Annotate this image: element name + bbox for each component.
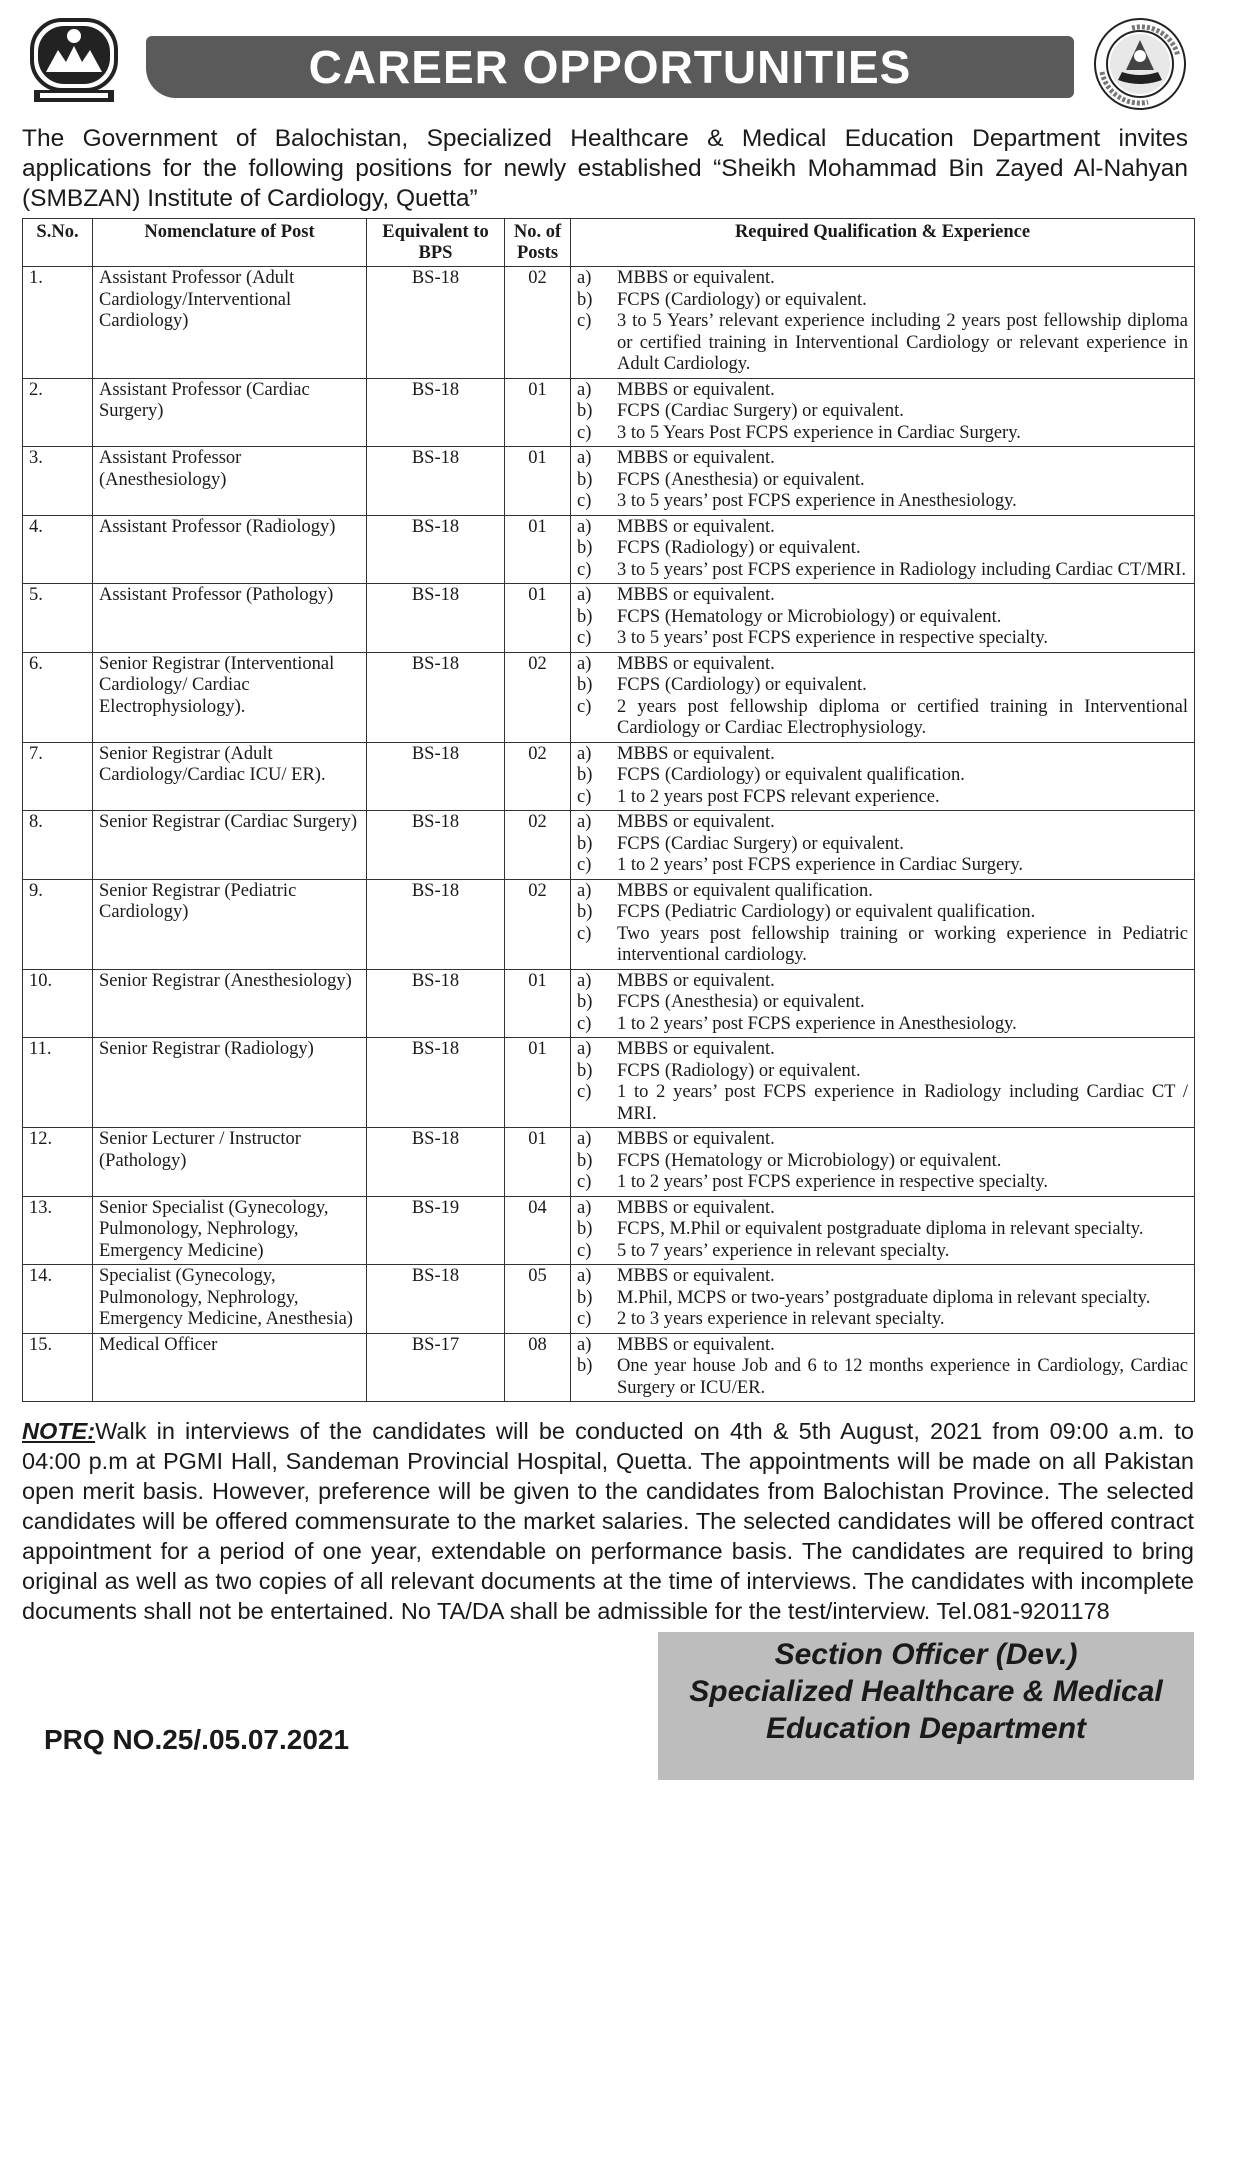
qualification-text: MBBS or equivalent.	[617, 743, 775, 764]
qualification-item	[577, 744, 1188, 766]
serial-number-cell: 11.	[23, 1038, 93, 1128]
qualification-list	[577, 654, 1188, 740]
qualification-cell	[571, 1333, 1195, 1402]
qualification-letter: c)	[577, 311, 592, 331]
qualification-item	[577, 607, 1188, 629]
qualification-item	[577, 538, 1188, 560]
post-name-cell: Assistant Professor (Anesthesiology)	[93, 447, 367, 516]
table-row	[23, 652, 1195, 742]
bps-cell: BS-18	[367, 879, 505, 969]
qualification-item	[577, 812, 1188, 834]
signature-line-2: Specialized Healthcare & Medical	[689, 1675, 1163, 1708]
qualification-text: FCPS (Cardiac Surgery) or equivalent.	[617, 833, 904, 854]
qualification-letter: b)	[577, 833, 593, 854]
footer	[22, 1632, 1194, 1782]
note-label: NOTE:	[22, 1418, 96, 1444]
qualification-list	[577, 1266, 1188, 1331]
qualification-item	[577, 290, 1188, 312]
qualification-list	[577, 517, 1188, 582]
qualification-cell	[571, 584, 1195, 653]
qualification-item	[577, 470, 1188, 492]
qualification-item	[577, 1356, 1188, 1399]
post-name-cell: Senior Lecturer / Instructor (Pathology)	[93, 1128, 367, 1197]
qualification-item	[577, 881, 1188, 903]
qualification-item	[577, 1151, 1188, 1173]
qualification-text: MBBS or equivalent.	[617, 1129, 775, 1149]
posts-count-cell: 05	[505, 1265, 571, 1334]
qualification-letter: a)	[577, 268, 592, 288]
posts-count-cell: 01	[505, 515, 571, 584]
qualification-text: 3 to 5 Years Post FCPS experience in Cardiac Surgery.	[617, 422, 1021, 443]
table-header-row	[23, 219, 1195, 267]
qualification-item	[577, 924, 1188, 967]
bps-cell: BS-18	[367, 447, 505, 516]
post-name-cell: Senior Registrar (Anesthesiology)	[93, 969, 367, 1038]
qualification-list	[577, 812, 1188, 877]
qualification-letter: b)	[577, 289, 593, 310]
serial-number-cell: 15.	[23, 1333, 93, 1402]
post-name-cell: Senior Registrar (Interventional Cardiology/ Cardiac Electrophysiology).	[93, 652, 367, 742]
qualification-text: MBBS or equivalent.	[617, 516, 775, 537]
qualification-item	[577, 517, 1188, 539]
qualification-letter: c)	[577, 923, 592, 944]
post-name-cell: Assistant Professor (Cardiac Surgery)	[93, 378, 367, 447]
qualification-text: FCPS (Cardiology) or equivalent.	[617, 675, 867, 695]
posts-count-cell: 02	[505, 879, 571, 969]
serial-number-cell: 5.	[23, 584, 93, 653]
qualification-text: One year house Job and 6 to 12 months experience in Cardiology, Cardiac Surgery or ICU/ER.	[617, 1356, 1188, 1398]
qualification-letter: c)	[577, 1240, 592, 1261]
qualification-item	[577, 1198, 1188, 1220]
qualification-letter: b)	[577, 1356, 593, 1376]
qualification-letter: c)	[577, 696, 592, 717]
table-row	[23, 584, 1195, 653]
qualification-letter: a)	[577, 516, 592, 537]
serial-number-cell: 13.	[23, 1196, 93, 1265]
qualification-item	[577, 992, 1188, 1014]
qualification-item	[577, 585, 1188, 607]
qualification-text: MBBS or equivalent.	[617, 1039, 775, 1059]
table-row	[23, 969, 1195, 1038]
bps-cell: BS-18	[367, 515, 505, 584]
qualification-letter: a)	[577, 880, 592, 901]
qualification-cell	[571, 879, 1195, 969]
posts-count-cell: 01	[505, 1128, 571, 1197]
qualification-item	[577, 1172, 1188, 1194]
posts-count-cell: 02	[505, 811, 571, 880]
qualification-item	[577, 1288, 1188, 1310]
qualification-item	[577, 311, 1188, 376]
qualification-text: FCPS (Anesthesia) or equivalent.	[617, 992, 865, 1012]
post-name-cell: Senior Registrar (Pediatric Cardiology)	[93, 879, 367, 969]
qualification-list	[577, 744, 1188, 809]
qualification-letter: b)	[577, 1150, 593, 1171]
qualification-cell	[571, 1265, 1195, 1334]
qualification-text: FCPS (Hematology or Microbiology) or equivalent.	[617, 606, 1002, 627]
serial-number-cell: 3.	[23, 447, 93, 516]
balochistan-emblem-logo	[28, 16, 120, 106]
qualification-cell	[571, 267, 1195, 379]
bps-cell: BS-19	[367, 1196, 505, 1265]
qualification-item	[577, 1241, 1188, 1263]
qualification-cell	[571, 742, 1195, 811]
qualification-text: 5 to 7 years’ experience in relevant specialty.	[617, 1240, 950, 1261]
posts-count-cell: 01	[505, 584, 571, 653]
qualification-item	[577, 1309, 1188, 1331]
table-body	[23, 267, 1195, 1402]
qualification-cell	[571, 652, 1195, 742]
serial-number-cell: 7.	[23, 742, 93, 811]
qualification-cell	[571, 515, 1195, 584]
qualification-item	[577, 401, 1188, 423]
table-row	[23, 378, 1195, 447]
qualification-item	[577, 1129, 1188, 1151]
qualification-list	[577, 881, 1188, 967]
qualification-item	[577, 787, 1188, 809]
qualification-list	[577, 1198, 1188, 1263]
qualification-letter: a)	[577, 1129, 592, 1149]
title-banner	[146, 36, 1074, 98]
bps-cell: BS-17	[367, 1333, 505, 1402]
qualification-item	[577, 834, 1188, 856]
qualification-list	[577, 971, 1188, 1036]
qualification-letter: a)	[577, 1197, 592, 1218]
qualification-item	[577, 628, 1188, 650]
qualification-letter: b)	[577, 675, 593, 695]
qualification-list	[577, 1039, 1188, 1125]
qualification-item	[577, 491, 1188, 513]
qualification-text: MBBS or equivalent.	[617, 970, 775, 991]
positions-table	[22, 218, 1195, 1402]
qualification-text: FCPS (Cardiac Surgery) or equivalent.	[617, 401, 904, 421]
qualification-item	[577, 1082, 1188, 1125]
qualification-text: M.Phil, MCPS or two-years’ postgraduate diploma in relevant specialty.	[617, 1287, 1151, 1308]
qualification-text: 1 to 2 years’ post FCPS experience in Anesthesiology.	[617, 1013, 1017, 1034]
bps-cell: BS-18	[367, 652, 505, 742]
serial-number-cell: 12.	[23, 1128, 93, 1197]
qualification-text: FCPS (Cardiology) or equivalent qualification.	[617, 765, 965, 785]
posts-count-cell: 02	[505, 267, 571, 379]
signature-line-1: Section Officer (Dev.)	[774, 1638, 1078, 1671]
advertisement-page	[22, 6, 1194, 1782]
signature-block	[658, 1632, 1194, 1780]
qualification-text: FCPS (Hematology or Microbiology) or equivalent.	[617, 1150, 1002, 1171]
qualification-text: 3 to 5 years’ post FCPS experience in respective specialty.	[617, 628, 1049, 648]
note-paragraph	[22, 1416, 1194, 1626]
qualification-item	[577, 1219, 1188, 1241]
qualification-list	[577, 268, 1188, 376]
qualification-text: MBBS or equivalent.	[617, 448, 775, 468]
qualification-letter: b)	[577, 606, 593, 627]
header-sno: S.No.	[23, 219, 93, 267]
header-bps: Equivalent to BPS	[367, 219, 505, 267]
qualification-letter: a)	[577, 812, 592, 832]
qualification-text: Two years post fellowship training or working experience in Pediatric interventional cardiology.	[617, 923, 1188, 965]
qualification-letter: a)	[577, 970, 592, 991]
qualification-letter: c)	[577, 1309, 592, 1329]
post-name-cell: Medical Officer	[93, 1333, 367, 1402]
qualification-letter: a)	[577, 1334, 592, 1355]
qualification-letter: b)	[577, 1060, 593, 1081]
qualification-text: 3 to 5 Years’ relevant experience including 2 years post fellowship diploma or certified training in Interventional Cardiology or relevant experience in Adult Cardiology.	[617, 311, 1188, 374]
bps-cell: BS-18	[367, 584, 505, 653]
qualification-letter: c)	[577, 855, 592, 875]
bps-cell: BS-18	[367, 1265, 505, 1334]
serial-number-cell: 14.	[23, 1265, 93, 1334]
qualification-list	[577, 380, 1188, 445]
note-text: Walk in interviews of the candidates will be conducted on 4th & 5th August, 2021 from 09:00 a.m. to 04:00 p.m at PGMI Hall, Sandeman Provincial Hospital, Quetta. The appointments will be made on all Pakistan open merit basis. However, preference will be given to the candidates from Balochistan Province. The selected candidates will be offered commensurate to the market salaries. The selected candidates will be offered contract appointment for a period of one year, extendable on performance basis. The candidates are required to bring original as well as two copies of all relevant documents at the time of interviews. The candidates with incomplete documents shall not be entertained. No TA/DA shall be admissible for the test/interview. Tel.081-9201178	[22, 1418, 1194, 1624]
prq-number: PRQ NO.25/.05.07.2021	[44, 1724, 350, 1755]
qualification-text: 1 to 2 years’ post FCPS experience in Radiology including Cardiac CT / MRI.	[617, 1082, 1188, 1124]
post-name-cell: Specialist (Gynecology, Pulmonology, Nephrology, Emergency Medicine, Anesthesia)	[93, 1265, 367, 1334]
qualification-letter: c)	[577, 422, 592, 443]
qualification-letter: c)	[577, 1172, 592, 1192]
serial-number-cell: 2.	[23, 378, 93, 447]
qualification-item	[577, 765, 1188, 787]
table-row	[23, 811, 1195, 880]
table-row	[23, 515, 1195, 584]
qualification-item	[577, 1039, 1188, 1061]
qualification-item	[577, 423, 1188, 445]
post-name-cell: Assistant Professor (Adult Cardiology/Interventional Cardiology)	[93, 267, 367, 379]
header	[22, 6, 1194, 118]
qualification-item	[577, 675, 1188, 697]
qualification-letter: b)	[577, 902, 593, 922]
qualification-item	[577, 697, 1188, 740]
qualification-text: MBBS or equivalent.	[617, 1334, 775, 1355]
qualification-letter: c)	[577, 786, 592, 807]
serial-number-cell: 4.	[23, 515, 93, 584]
qualification-cell	[571, 447, 1195, 516]
qualification-item	[577, 1014, 1188, 1036]
qualification-text: FCPS (Radiology) or equivalent.	[617, 1060, 861, 1081]
post-name-cell: Assistant Professor (Pathology)	[93, 584, 367, 653]
qualification-text: FCPS (Cardiology) or equivalent.	[617, 289, 867, 310]
post-name-cell: Senior Registrar (Cardiac Surgery)	[93, 811, 367, 880]
qualification-text: MBBS or equivalent qualification.	[617, 880, 873, 901]
table-row	[23, 447, 1195, 516]
qualification-letter: b)	[577, 538, 593, 558]
qualification-letter: a)	[577, 448, 592, 468]
qualification-list	[577, 585, 1188, 650]
qualification-letter: a)	[577, 1266, 592, 1286]
intro-paragraph: The Government of Balochistan, Specialized Healthcare & Medical Education Department invites applications for the following positions for newly established “Sheikh Mohammad Bin Zayed Al-Nahyan (SMBZAN) Institute of Cardiology, Quetta”	[22, 125, 1188, 212]
qualification-text: MBBS or equivalent.	[617, 379, 775, 400]
signature-line-3: Education Department	[765, 1712, 1087, 1745]
qualification-letter: b)	[577, 1219, 593, 1239]
qualification-letter: c)	[577, 491, 592, 511]
serial-number-cell: 1.	[23, 267, 93, 379]
qualification-text: MBBS or equivalent.	[617, 812, 775, 832]
qualification-item	[577, 1061, 1188, 1083]
qualification-item	[577, 448, 1188, 470]
qualification-item	[577, 560, 1188, 582]
qualification-text: FCPS (Anesthesia) or equivalent.	[617, 469, 865, 490]
post-name-cell: Senior Specialist (Gynecology, Pulmonology, Nephrology, Emergency Medicine)	[93, 1196, 367, 1265]
posts-count-cell: 01	[505, 969, 571, 1038]
serial-number-cell: 6.	[23, 652, 93, 742]
qualification-item	[577, 855, 1188, 877]
serial-number-cell: 8.	[23, 811, 93, 880]
posts-count-cell: 02	[505, 652, 571, 742]
table-row	[23, 267, 1195, 379]
qualification-letter: c)	[577, 628, 592, 648]
bps-cell: BS-18	[367, 1038, 505, 1128]
bps-cell: BS-18	[367, 811, 505, 880]
qualification-text: 3 to 5 years’ post FCPS experience in Radiology including Cardiac CT/MRI.	[617, 559, 1186, 580]
qualification-item	[577, 902, 1188, 924]
qualification-text: 1 to 2 years’ post FCPS experience in respective specialty.	[617, 1172, 1049, 1192]
posts-count-cell: 08	[505, 1333, 571, 1402]
qualification-letter: c)	[577, 1013, 592, 1034]
qualification-text: MBBS or equivalent.	[617, 585, 775, 605]
table-row	[23, 1265, 1195, 1334]
qualification-text: FCPS, M.Phil or equivalent postgraduate diploma in relevant specialty.	[617, 1219, 1144, 1239]
table-row	[23, 1196, 1195, 1265]
post-name-cell: Assistant Professor (Radiology)	[93, 515, 367, 584]
qualification-text: MBBS or equivalent.	[617, 1266, 775, 1286]
qualification-list	[577, 1129, 1188, 1194]
qualification-letter: a)	[577, 1039, 592, 1059]
post-name-cell: Senior Registrar (Adult Cardiology/Cardiac ICU/ ER).	[93, 742, 367, 811]
posts-count-cell: 04	[505, 1196, 571, 1265]
qualification-text: 3 to 5 years’ post FCPS experience in Anesthesiology.	[617, 491, 1017, 511]
qualification-item	[577, 1266, 1188, 1288]
qualification-text: FCPS (Radiology) or equivalent.	[617, 538, 861, 558]
bps-cell: BS-18	[367, 969, 505, 1038]
qualification-letter: b)	[577, 992, 593, 1012]
qualification-text: MBBS or equivalent.	[617, 653, 775, 674]
serial-number-cell: 9.	[23, 879, 93, 969]
qualification-item	[577, 971, 1188, 993]
table-row	[23, 1038, 1195, 1128]
qualification-letter: a)	[577, 743, 592, 764]
qualification-cell	[571, 811, 1195, 880]
qualification-letter: b)	[577, 469, 593, 490]
table-row	[23, 742, 1195, 811]
qualification-letter: a)	[577, 585, 592, 605]
qualification-text: MBBS or equivalent.	[617, 1197, 775, 1218]
table-row	[23, 879, 1195, 969]
qualification-cell	[571, 1038, 1195, 1128]
qualification-item	[577, 654, 1188, 676]
bps-cell: BS-18	[367, 378, 505, 447]
bps-cell: BS-18	[367, 267, 505, 379]
post-name-cell: Senior Registrar (Radiology)	[93, 1038, 367, 1128]
qualification-text: 2 to 3 years experience in relevant specialty.	[617, 1309, 945, 1329]
header-posts: No. of Posts	[505, 219, 571, 267]
qualification-letter: b)	[577, 765, 593, 785]
page-title: CAREER OPPORTUNITIES	[308, 41, 912, 93]
qualification-letter: a)	[577, 379, 592, 400]
qualification-item	[577, 380, 1188, 402]
qualification-text: MBBS or equivalent.	[617, 268, 775, 288]
qualification-list	[577, 1335, 1188, 1400]
posts-count-cell: 01	[505, 1038, 571, 1128]
qualification-cell	[571, 378, 1195, 447]
header-qualification: Required Qualification & Experience	[571, 219, 1195, 267]
qualification-cell	[571, 1128, 1195, 1197]
qualification-text: FCPS (Pediatric Cardiology) or equivalent qualification.	[617, 902, 1036, 922]
serial-number-cell: 10.	[23, 969, 93, 1038]
qualification-text: 1 to 2 years post FCPS relevant experience.	[617, 786, 940, 807]
bps-cell: BS-18	[367, 1128, 505, 1197]
qualification-letter: c)	[577, 559, 592, 580]
qualification-item	[577, 268, 1188, 290]
qualification-text: 1 to 2 years’ post FCPS experience in Cardiac Surgery.	[617, 855, 1024, 875]
posts-count-cell: 02	[505, 742, 571, 811]
qualification-cell	[571, 969, 1195, 1038]
qualification-letter: c)	[577, 1082, 592, 1102]
bps-cell: BS-18	[367, 742, 505, 811]
qualification-letter: b)	[577, 1287, 593, 1308]
table-row	[23, 1128, 1195, 1197]
qualification-cell	[571, 1196, 1195, 1265]
public-relations-seal-logo	[1092, 16, 1188, 112]
table-row	[23, 1333, 1195, 1402]
qualification-letter: a)	[577, 653, 592, 674]
qualification-text: 2 years post fellowship diploma or certified training in Interventional Cardiology or Cardiac Electrophysiology.	[617, 696, 1188, 738]
qualification-list	[577, 448, 1188, 513]
posts-count-cell: 01	[505, 447, 571, 516]
posts-count-cell: 01	[505, 378, 571, 447]
header-post: Nomenclature of Post	[93, 219, 367, 267]
qualification-item	[577, 1335, 1188, 1357]
qualification-letter: b)	[577, 401, 593, 421]
